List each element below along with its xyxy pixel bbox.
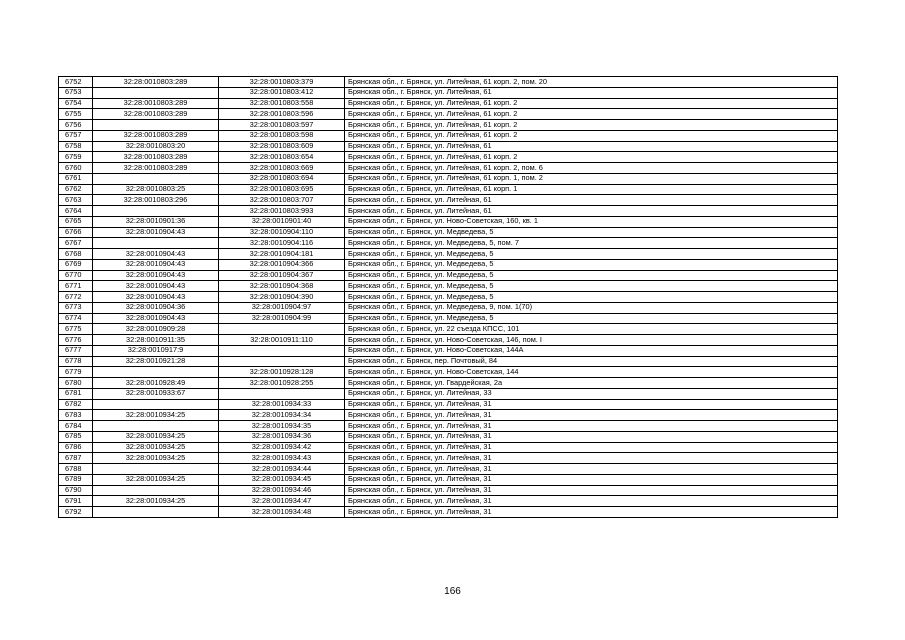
address-cell: Брянская обл., г. Брянск, ул. Медведева, 5, пом. 7 [345, 238, 838, 249]
row-number-cell: 6784 [59, 421, 93, 432]
address-cell: Брянская обл., г. Брянск, ул. Литейная, 61 корп. 1, пом. 2 [345, 173, 838, 184]
table-row [59, 367, 838, 378]
parent-cadastral-number-cell: 32:28:0010803:289 [93, 163, 219, 174]
parent-cadastral-number-cell: 32:28:0010934:25 [93, 496, 219, 507]
cadastral-number-cell: 32:28:0010904:97 [219, 302, 345, 313]
row-number-cell: 6781 [59, 388, 93, 399]
cadastral-number-cell: 32:28:0010803:598 [219, 130, 345, 141]
parent-cadastral-number-cell: 32:28:0010803:289 [93, 98, 219, 109]
address-cell: Брянская обл., г. Брянск, ул. Медведева, 5 [345, 292, 838, 303]
registry-table [58, 76, 838, 518]
cadastral-number-cell: 32:28:0010803:993 [219, 206, 345, 217]
cadastral-number-cell: 32:28:0010901:40 [219, 216, 345, 227]
row-number-cell: 6779 [59, 367, 93, 378]
address-cell: Брянская обл., г. Брянск, ул. Ново-Советская, 160, кв. 1 [345, 216, 838, 227]
row-number-cell: 6778 [59, 356, 93, 367]
table-row [59, 206, 838, 217]
address-cell: Брянская обл., г. Брянск, ул. Литейная, 31 [345, 496, 838, 507]
cadastral-number-cell: 32:28:0010803:609 [219, 141, 345, 152]
address-cell: Брянская обл., г. Брянск, ул. Литейная, 31 [345, 399, 838, 410]
address-cell: Брянская обл., г. Брянск, ул. Литейная, 31 [345, 453, 838, 464]
table-row [59, 216, 838, 227]
address-cell: Брянская обл., г. Брянск, ул. Литейная, 61 [345, 195, 838, 206]
cadastral-number-cell: 32:28:0010904:116 [219, 238, 345, 249]
parent-cadastral-number-cell: 32:28:0010803:20 [93, 141, 219, 152]
parent-cadastral-number-cell [93, 173, 219, 184]
table-row [59, 313, 838, 324]
row-number-cell: 6775 [59, 324, 93, 335]
cadastral-number-cell: 32:28:0010928:128 [219, 367, 345, 378]
address-cell: Брянская обл., г. Брянск, ул. Литейная, 31 [345, 410, 838, 421]
address-cell: Брянская обл., г. Брянск, ул. Медведева, 9, пом. 1(70) [345, 302, 838, 313]
parent-cadastral-number-cell: 32:28:0010803:289 [93, 130, 219, 141]
cadastral-number-cell: 32:28:0010904:366 [219, 259, 345, 270]
row-number-cell: 6777 [59, 345, 93, 356]
table-row [59, 324, 838, 335]
table-row [59, 77, 838, 88]
cadastral-number-cell: 32:28:0010904:368 [219, 281, 345, 292]
parent-cadastral-number-cell [93, 399, 219, 410]
cadastral-number-cell: 32:28:0010934:47 [219, 496, 345, 507]
cadastral-number-cell: 32:28:0010803:694 [219, 173, 345, 184]
cadastral-number-cell: 32:28:0010934:43 [219, 453, 345, 464]
address-cell: Брянская обл., г. Брянск, ул. Медведева, 5 [345, 227, 838, 238]
table-row [59, 152, 838, 163]
address-cell: Брянская обл., г. Брянск, ул. Литейная, 31 [345, 485, 838, 496]
row-number-cell: 6783 [59, 410, 93, 421]
cadastral-number-cell: 32:28:0010803:412 [219, 87, 345, 98]
address-cell: Брянская обл., г. Брянск, ул. Литейная, 61 корп. 2 [345, 120, 838, 131]
parent-cadastral-number-cell: 32:28:0010911:35 [93, 335, 219, 346]
cadastral-number-cell [219, 388, 345, 399]
parent-cadastral-number-cell: 32:28:0010909:28 [93, 324, 219, 335]
row-number-cell: 6767 [59, 238, 93, 249]
row-number-cell: 6788 [59, 464, 93, 475]
table-row [59, 238, 838, 249]
parent-cadastral-number-cell [93, 206, 219, 217]
address-cell: Брянская обл., г. Брянск, ул. Литейная, 31 [345, 464, 838, 475]
cadastral-number-cell [219, 324, 345, 335]
cadastral-number-cell: 32:28:0010803:695 [219, 184, 345, 195]
table-row [59, 195, 838, 206]
parent-cadastral-number-cell: 32:28:0010904:43 [93, 249, 219, 260]
parent-cadastral-number-cell [93, 464, 219, 475]
cadastral-number-cell: 32:28:0010934:48 [219, 507, 345, 518]
row-number-cell: 6773 [59, 302, 93, 313]
address-cell: Брянская обл., г. Брянск, ул. Гвардейская, 2а [345, 378, 838, 389]
table-row [59, 421, 838, 432]
cadastral-number-cell: 32:28:0010803:558 [219, 98, 345, 109]
parent-cadastral-number-cell: 32:28:0010934:25 [93, 431, 219, 442]
address-cell: Брянская обл., г. Брянск, пер. Почтовый, 84 [345, 356, 838, 367]
row-number-cell: 6772 [59, 292, 93, 303]
parent-cadastral-number-cell: 32:28:0010934:25 [93, 474, 219, 485]
address-cell: Брянская обл., г. Брянск, ул. Литейная, 31 [345, 421, 838, 432]
row-number-cell: 6754 [59, 98, 93, 109]
table-row [59, 302, 838, 313]
row-number-cell: 6761 [59, 173, 93, 184]
table-row [59, 496, 838, 507]
address-cell: Брянская обл., г. Брянск, ул. Литейная, 31 [345, 431, 838, 442]
row-number-cell: 6766 [59, 227, 93, 238]
parent-cadastral-number-cell: 32:28:0010803:296 [93, 195, 219, 206]
table-row [59, 270, 838, 281]
row-number-cell: 6791 [59, 496, 93, 507]
table-row [59, 141, 838, 152]
address-cell: Брянская обл., г. Брянск, ул. Медведева, 5 [345, 270, 838, 281]
table-row [59, 431, 838, 442]
table-row [59, 87, 838, 98]
table-row [59, 378, 838, 389]
table-row [59, 335, 838, 346]
address-cell: Брянская обл., г. Брянск, ул. Литейная, 61 корп. 2, пом. 20 [345, 77, 838, 88]
cadastral-number-cell: 32:28:0010803:597 [219, 120, 345, 131]
table-row [59, 130, 838, 141]
cadastral-number-cell: 32:28:0010934:34 [219, 410, 345, 421]
table-row [59, 227, 838, 238]
row-number-cell: 6792 [59, 507, 93, 518]
parent-cadastral-number-cell: 32:28:0010803:289 [93, 152, 219, 163]
table-row [59, 356, 838, 367]
address-cell: Брянская обл., г. Брянск, ул. Медведева, 5 [345, 313, 838, 324]
cadastral-number-cell: 32:28:0010803:379 [219, 77, 345, 88]
row-number-cell: 6770 [59, 270, 93, 281]
address-cell: Брянская обл., г. Брянск, ул. Литейная, 33 [345, 388, 838, 399]
address-cell: Брянская обл., г. Брянск, ул. Литейная, 31 [345, 474, 838, 485]
address-cell: Брянская обл., г. Брянск, ул. Медведева, 5 [345, 259, 838, 270]
cadastral-number-cell [219, 345, 345, 356]
table-row [59, 281, 838, 292]
address-cell: Брянская обл., г. Брянск, ул. Литейная, 61 [345, 141, 838, 152]
address-cell: Брянская обл., г. Брянск, ул. Литейная, 61 корп. 2 [345, 130, 838, 141]
parent-cadastral-number-cell: 32:28:0010803:289 [93, 109, 219, 120]
cadastral-number-cell: 32:28:0010934:42 [219, 442, 345, 453]
parent-cadastral-number-cell [93, 485, 219, 496]
table-row [59, 453, 838, 464]
table-row [59, 410, 838, 421]
cadastral-number-cell: 32:28:0010904:181 [219, 249, 345, 260]
table-row [59, 109, 838, 120]
parent-cadastral-number-cell: 32:28:0010904:43 [93, 259, 219, 270]
row-number-cell: 6776 [59, 335, 93, 346]
row-number-cell: 6757 [59, 130, 93, 141]
table-row [59, 184, 838, 195]
address-cell: Брянская обл., г. Брянск, ул. Литейная, 31 [345, 507, 838, 518]
parent-cadastral-number-cell: 32:28:0010904:43 [93, 227, 219, 238]
address-cell: Брянская обл., г. Брянск, ул. Литейная, 61 [345, 87, 838, 98]
table-row [59, 292, 838, 303]
table-row [59, 399, 838, 410]
row-number-cell: 6786 [59, 442, 93, 453]
row-number-cell: 6790 [59, 485, 93, 496]
cadastral-number-cell: 32:28:0010934:46 [219, 485, 345, 496]
address-cell: Брянская обл., г. Брянск, ул. Литейная, 31 [345, 442, 838, 453]
row-number-cell: 6789 [59, 474, 93, 485]
parent-cadastral-number-cell: 32:28:0010904:43 [93, 270, 219, 281]
address-cell: Брянская обл., г. Брянск, ул. Литейная, 61 корп. 2 [345, 98, 838, 109]
address-cell: Брянская обл., г. Брянск, ул. 22 съезда КПСС, 101 [345, 324, 838, 335]
row-number-cell: 6756 [59, 120, 93, 131]
table-body [59, 77, 838, 518]
cadastral-number-cell: 32:28:0010934:33 [219, 399, 345, 410]
address-cell: Брянская обл., г. Брянск, ул. Литейная, 61 корп. 2, пом. 6 [345, 163, 838, 174]
row-number-cell: 6752 [59, 77, 93, 88]
table-row [59, 173, 838, 184]
parent-cadastral-number-cell: 32:28:0010928:49 [93, 378, 219, 389]
parent-cadastral-number-cell: 32:28:0010933:67 [93, 388, 219, 399]
address-cell: Брянская обл., г. Брянск, ул. Литейная, 61 корп. 2 [345, 152, 838, 163]
address-cell: Брянская обл., г. Брянск, ул. Ново-Советская, 144 [345, 367, 838, 378]
table-row [59, 474, 838, 485]
row-number-cell: 6758 [59, 141, 93, 152]
parent-cadastral-number-cell [93, 367, 219, 378]
table-row [59, 163, 838, 174]
row-number-cell: 6768 [59, 249, 93, 260]
address-cell: Брянская обл., г. Брянск, ул. Ново-Советская, 144А [345, 345, 838, 356]
table-row [59, 507, 838, 518]
cadastral-number-cell: 32:28:0010911:110 [219, 335, 345, 346]
row-number-cell: 6765 [59, 216, 93, 227]
row-number-cell: 6782 [59, 399, 93, 410]
cadastral-number-cell: 32:28:0010934:44 [219, 464, 345, 475]
row-number-cell: 6774 [59, 313, 93, 324]
parent-cadastral-number-cell [93, 238, 219, 249]
parent-cadastral-number-cell: 32:28:0010934:25 [93, 410, 219, 421]
address-cell: Брянская обл., г. Брянск, ул. Литейная, 61 корп. 1 [345, 184, 838, 195]
row-number-cell: 6780 [59, 378, 93, 389]
cadastral-number-cell: 32:28:0010904:110 [219, 227, 345, 238]
table-row [59, 485, 838, 496]
parent-cadastral-number-cell: 32:28:0010904:43 [93, 313, 219, 324]
cadastral-number-cell: 32:28:0010803:654 [219, 152, 345, 163]
address-cell: Брянская обл., г. Брянск, ул. Литейная, 61 корп. 2 [345, 109, 838, 120]
table-row [59, 345, 838, 356]
row-number-cell: 6762 [59, 184, 93, 195]
table-row [59, 249, 838, 260]
table-row [59, 259, 838, 270]
row-number-cell: 6771 [59, 281, 93, 292]
table-row [59, 120, 838, 131]
cadastral-number-cell [219, 356, 345, 367]
row-number-cell: 6760 [59, 163, 93, 174]
cadastral-number-cell: 32:28:0010934:45 [219, 474, 345, 485]
row-number-cell: 6763 [59, 195, 93, 206]
parent-cadastral-number-cell: 32:28:0010901:36 [93, 216, 219, 227]
table-row [59, 98, 838, 109]
row-number-cell: 6759 [59, 152, 93, 163]
cadastral-number-cell: 32:28:0010904:367 [219, 270, 345, 281]
parent-cadastral-number-cell: 32:28:0010934:25 [93, 453, 219, 464]
row-number-cell: 6753 [59, 87, 93, 98]
page-number: 166 [444, 586, 461, 597]
parent-cadastral-number-cell: 32:28:0010803:25 [93, 184, 219, 195]
parent-cadastral-number-cell [93, 120, 219, 131]
parent-cadastral-number-cell: 32:28:0010934:25 [93, 442, 219, 453]
cadastral-number-cell: 32:28:0010904:390 [219, 292, 345, 303]
table-row [59, 442, 838, 453]
parent-cadastral-number-cell: 32:28:0010904:36 [93, 302, 219, 313]
parent-cadastral-number-cell [93, 507, 219, 518]
cadastral-number-cell: 32:28:0010803:596 [219, 109, 345, 120]
parent-cadastral-number-cell [93, 87, 219, 98]
row-number-cell: 6787 [59, 453, 93, 464]
cadastral-number-cell: 32:28:0010928:255 [219, 378, 345, 389]
cadastral-number-cell: 32:28:0010803:669 [219, 163, 345, 174]
row-number-cell: 6769 [59, 259, 93, 270]
row-number-cell: 6755 [59, 109, 93, 120]
parent-cadastral-number-cell: 32:28:0010921:28 [93, 356, 219, 367]
row-number-cell: 6785 [59, 431, 93, 442]
parent-cadastral-number-cell: 32:28:0010917:9 [93, 345, 219, 356]
row-number-cell: 6764 [59, 206, 93, 217]
parent-cadastral-number-cell [93, 421, 219, 432]
cadastral-number-cell: 32:28:0010803:707 [219, 195, 345, 206]
parent-cadastral-number-cell: 32:28:0010904:43 [93, 281, 219, 292]
cadastral-number-cell: 32:28:0010934:36 [219, 431, 345, 442]
table-row [59, 464, 838, 475]
table-row [59, 388, 838, 399]
address-cell: Брянская обл., г. Брянск, ул. Медведева, 5 [345, 249, 838, 260]
cadastral-number-cell: 32:28:0010934:35 [219, 421, 345, 432]
address-cell: Брянская обл., г. Брянск, ул. Медведева, 5 [345, 281, 838, 292]
parent-cadastral-number-cell: 32:28:0010803:289 [93, 77, 219, 88]
cadastral-number-cell: 32:28:0010904:99 [219, 313, 345, 324]
address-cell: Брянская обл., г. Брянск, ул. Ново-Советская, 146, пом. I [345, 335, 838, 346]
parent-cadastral-number-cell: 32:28:0010904:43 [93, 292, 219, 303]
address-cell: Брянская обл., г. Брянск, ул. Литейная, 61 [345, 206, 838, 217]
